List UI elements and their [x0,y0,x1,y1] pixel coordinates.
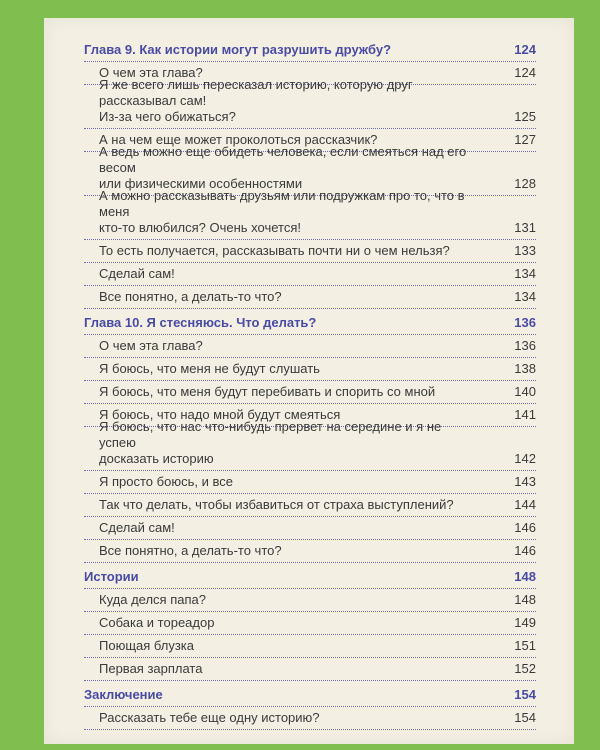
toc-item-page-number: 148 [514,592,536,607]
toc-item-title: Я боюсь, что нас что-нибудь прервет на середине и я не успею досказать историю [99,419,442,466]
toc-item-page-number: 133 [514,243,536,258]
toc-chapter-row[interactable] [84,36,536,62]
toc-item-page-number: 141 [514,407,536,422]
toc-item-title: А ведь можно еще обидеть человека, если смеяться над его весом или физическими особенностями [99,144,467,191]
toc-item-page-number: 143 [514,474,536,489]
toc-item-title: Собака и тореадор [99,615,215,630]
toc-item-page-number: 146 [514,520,536,535]
toc-item-row[interactable] [84,419,536,471]
toc-item-title: О чем эта глава? [99,338,203,353]
chapter-title: Глава 10. Я стесняюсь. Что делать? [84,315,317,330]
table-of-contents [84,36,536,730]
chapter-page-number: 148 [514,569,536,584]
toc-item-row[interactable] [84,263,536,286]
toc-item-title: Рассказать тебе еще одну историю? [99,710,320,725]
toc-item-title: Я боюсь, что меня будут перебивать и спорить со мной [99,384,436,399]
toc-item-row[interactable] [84,240,536,263]
toc-item-page-number: 140 [514,384,536,399]
toc-item-page-number: 134 [514,266,536,281]
chapter-title: Истории [84,569,139,584]
toc-item-page-number: 152 [514,661,536,676]
toc-item-row[interactable] [84,517,536,540]
toc-item-row[interactable] [84,635,536,658]
toc-item-page-number: 149 [514,615,536,630]
toc-item-title: Первая зарплата [99,661,203,676]
toc-item-title: Так что делать, чтобы избавиться от страха выступлений? [99,497,454,512]
toc-item-title: Я же всего лишь пересказал историю, которую друг рассказывал сам! Из-за чего обижаться? [99,77,413,124]
toc-item-page-number: 136 [514,338,536,353]
toc-item-page-number: 146 [514,543,536,558]
chapter-title: Заключение [84,687,163,702]
toc-item-page-number: 131 [514,220,536,235]
toc-item-row[interactable] [84,471,536,494]
toc-item-row[interactable] [84,658,536,681]
toc-item-title: То есть получается, рассказывать почти ни о чем нельзя? [99,243,450,258]
toc-chapter-row[interactable] [84,309,536,335]
toc-item-title: Все понятно, а делать-то что? [99,289,282,304]
toc-item-title: Я просто боюсь, и все [99,474,233,489]
chapter-title: Глава 9. Как истории могут разрушить дружбу? [84,42,392,57]
toc-item-title: Поющая блузка [99,638,195,653]
toc-item-row[interactable] [84,77,536,129]
toc-item-row[interactable] [84,612,536,635]
toc-item-title: Я боюсь, что надо мной будут смеяться [99,407,341,422]
toc-item-page-number: 142 [514,451,536,466]
toc-item-row[interactable] [84,358,536,381]
toc-item-row[interactable] [84,540,536,563]
toc-item-page-number: 154 [514,710,536,725]
toc-item-row[interactable] [84,188,536,240]
toc-item-title: Я боюсь, что меня не будут слушать [99,361,320,376]
toc-item-page-number: 134 [514,289,536,304]
toc-item-row[interactable] [84,335,536,358]
toc-item-page-number: 127 [514,132,536,147]
toc-chapter-row[interactable] [84,681,536,707]
toc-item-title: А на чем еще может проколоться рассказчик? [99,132,378,147]
toc-item-row[interactable] [84,381,536,404]
toc-chapter-row[interactable] [84,563,536,589]
toc-item-title: Сделай сам! [99,266,175,281]
toc-item-row[interactable] [84,494,536,517]
chapter-page-number: 154 [514,687,536,702]
toc-item-page-number: 124 [514,65,536,80]
toc-item-page-number: 144 [514,497,536,512]
toc-item-title: А можно рассказывать друзьям или подружкам про то, что в меня кто-то влюбился? Очень хочется! [99,188,465,235]
toc-item-title: Все понятно, а делать-то что? [99,543,282,558]
chapter-page-number: 136 [514,315,536,330]
book-page [44,18,574,744]
toc-item-row[interactable] [84,589,536,612]
toc-item-page-number: 125 [514,109,536,124]
toc-item-title: О чем эта глава? [99,65,203,80]
toc-item-page-number: 128 [514,176,536,191]
toc-item-page-number: 138 [514,361,536,376]
chapter-page-number: 124 [514,42,536,57]
toc-item-page-number: 151 [514,638,536,653]
toc-item-title: Сделай сам! [99,520,175,535]
toc-item-row[interactable] [84,286,536,309]
toc-item-row[interactable] [84,707,536,730]
toc-item-title: Куда делся папа? [99,592,206,607]
